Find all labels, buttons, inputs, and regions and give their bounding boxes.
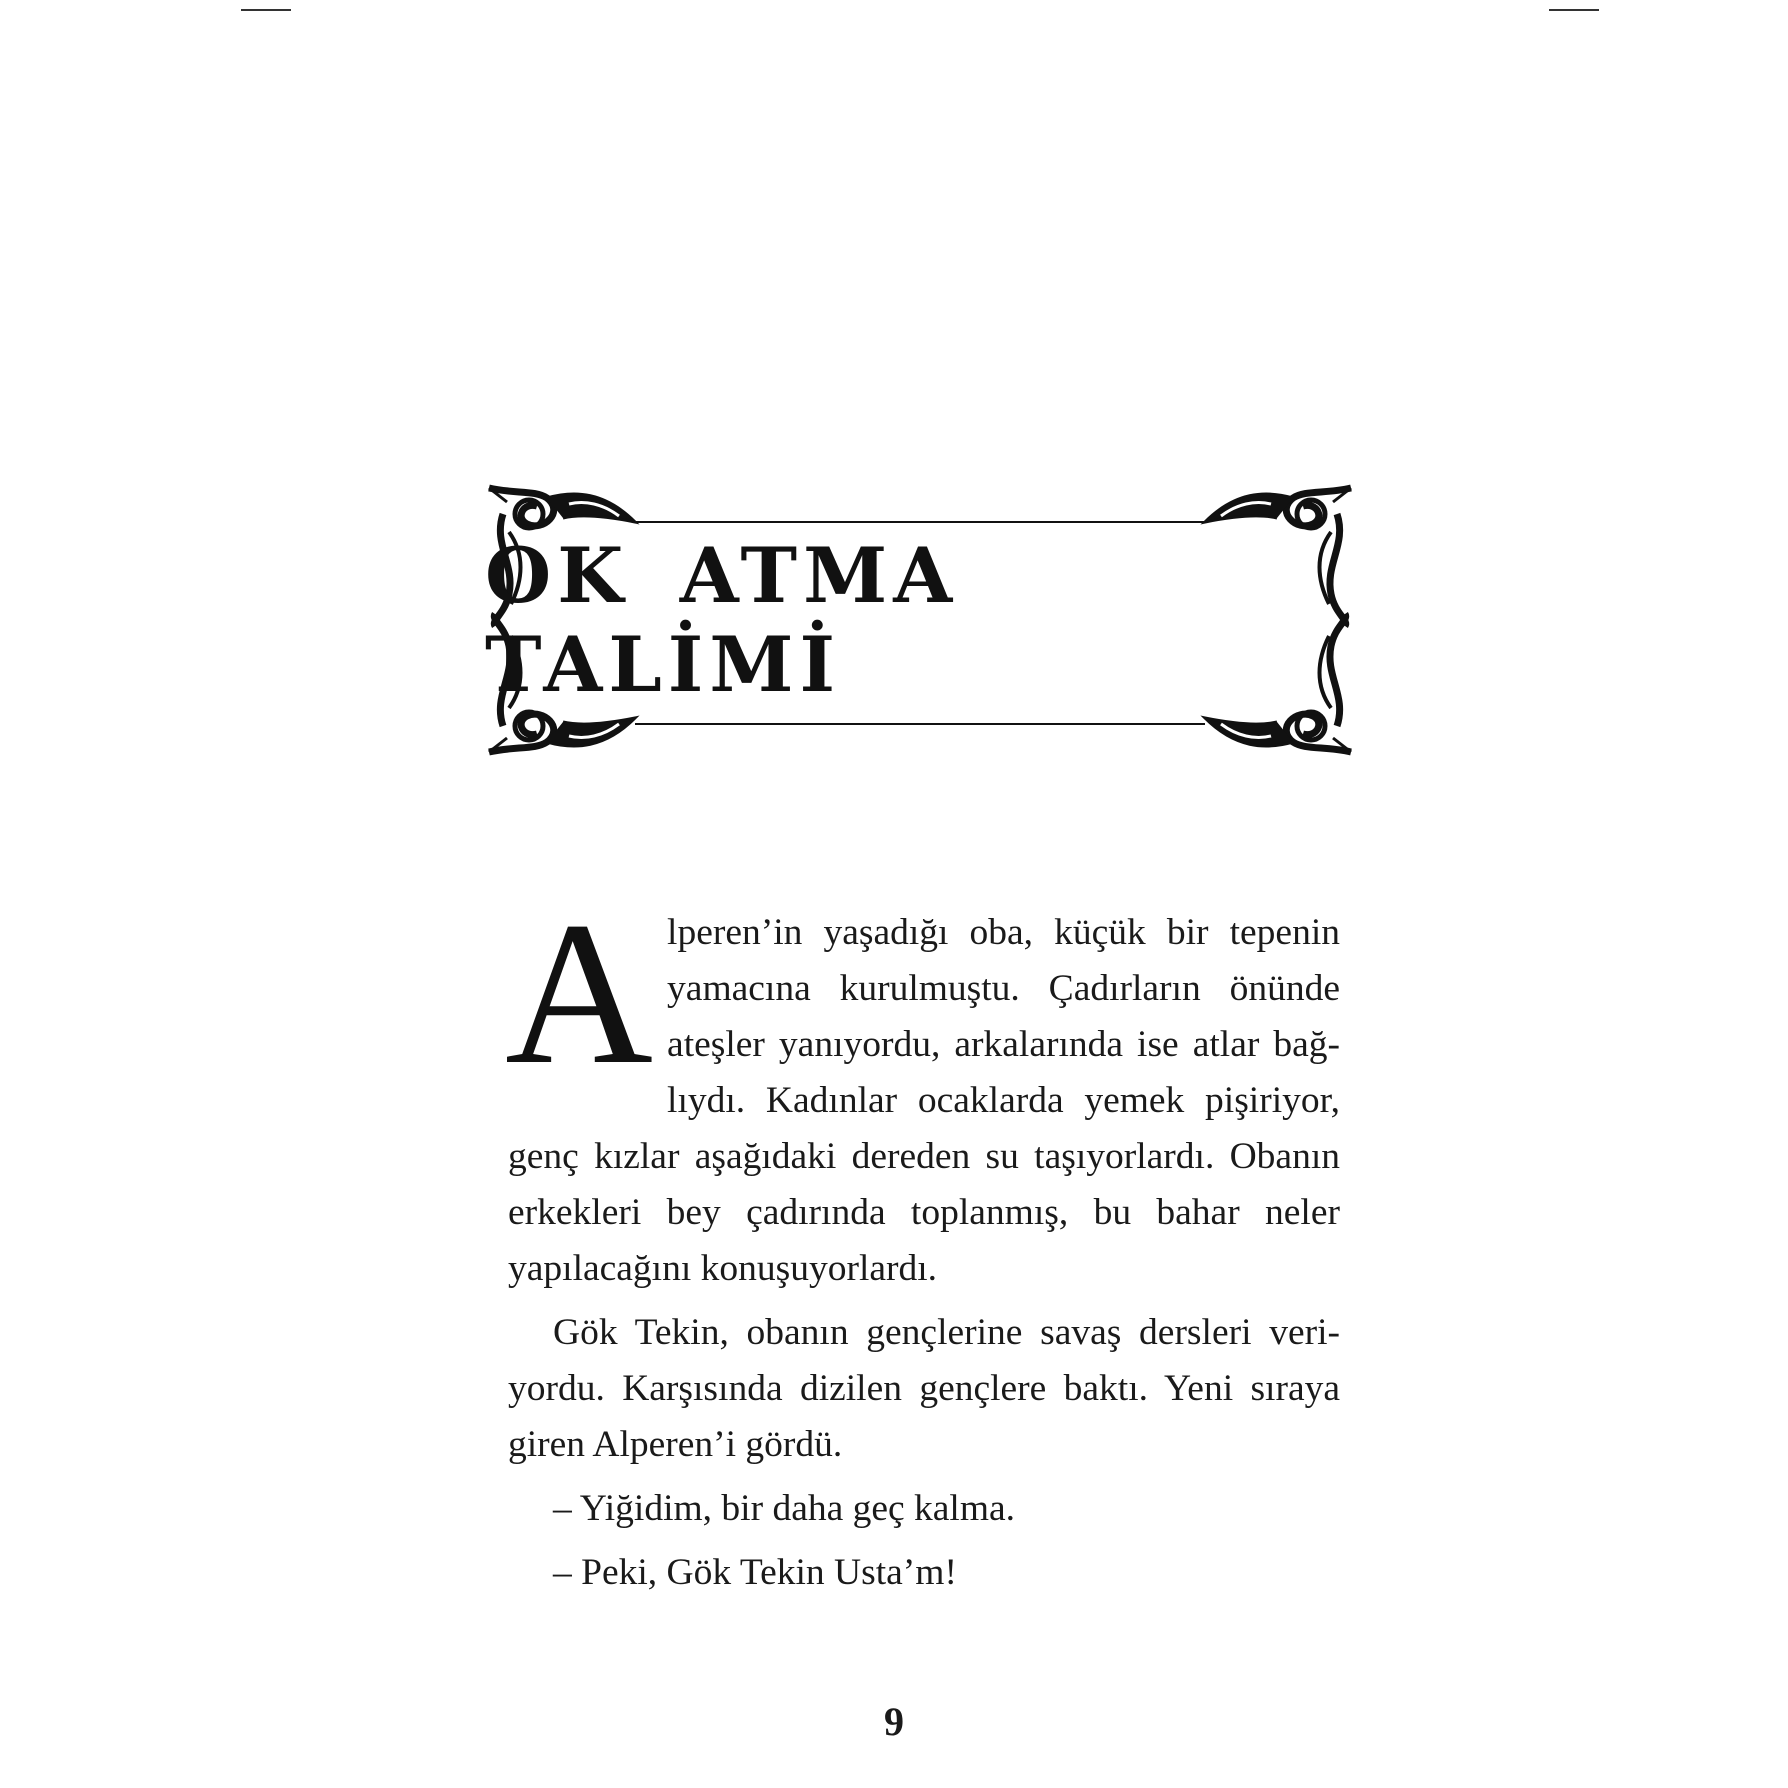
body-text xyxy=(505,880,1340,1601)
dialogue-line-1: – Yiğidim, bir daha geç kalma. xyxy=(553,1488,1016,1529)
crop-mark-right xyxy=(1549,9,1599,11)
dialogue-line-2: – Peki, Gök Tekin Usta’m! xyxy=(553,1552,957,1593)
drop-cap: A xyxy=(505,880,654,1107)
paragraph-2: Gök Tekin, obanın gençlerine savaş dersleri veriyordu. Karşısında dizilen gençlere baktı. Yeni sıraya giren Alperen’i gördü. xyxy=(508,1312,1340,1465)
chapter-title-frame xyxy=(485,484,1355,756)
paragraph-1-text: lperen’in yaşadığı oba, küçük bir tepenin yamacına kurulmuştu. Çadırların önünde ateşler yanıyordu, arkalarında ise atlar bağlıydı. Kadınlar ocaklarda yemek pişiriyor, genç kızlar aşağıdaki dereden su taşıyorlardı. Obanın erkekleri bey çadırında toplanmış, bu bahar neler yapılacağını konuşuyorlardı. xyxy=(508,912,1340,1289)
paragraph-1 xyxy=(505,880,1340,1297)
chapter-title: OK ATMA TALİMİ xyxy=(485,531,959,709)
crop-mark-left xyxy=(241,9,291,11)
page-number: 9 xyxy=(884,1699,904,1744)
